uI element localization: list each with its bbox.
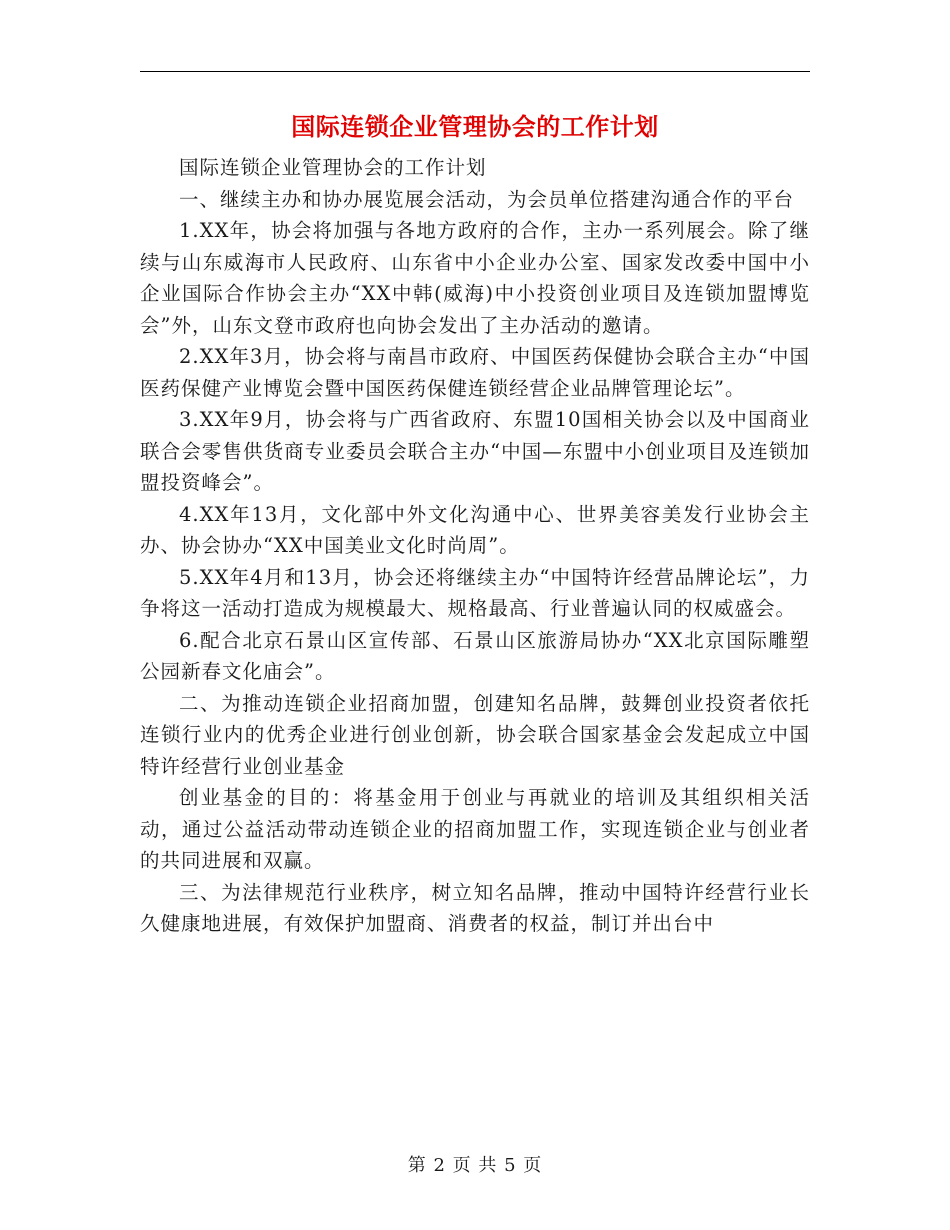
paragraph-item-3: 3.XX年9月，协会将与广西省政府、东盟10国相关协会以及中国商业联合会零售供货商专业委员会联合主办“中国—东盟中小创业项目及连锁加盟投资峰会”。	[140, 408, 810, 494]
paragraph-section-2: 二、为推动连锁企业招商加盟，创建知名品牌，鼓舞创业投资者依托连锁行业内的优秀企业进行创业创新，协会联合国家基金会发起成立中国特许经营行业创业基金	[140, 691, 810, 778]
paragraph-heading: 国际连锁企业管理协会的工作计划	[179, 156, 487, 179]
paragraph-item-2: 2.XX年3月，协会将与南昌市政府、中国医药保健协会联合主办“中国医药保健产业博览会暨中国医药保健连锁经营企业品牌管理论坛”。	[140, 345, 810, 400]
header-rule	[140, 71, 810, 72]
paragraph-section-3: 三、为法律规范行业秩序，树立知名品牌，推动中国特许经营行业长久健康地进展，有效保护加盟商、消费者的权益，制订并出台中	[140, 880, 810, 935]
paragraph-section-1: 一、继续主办和协办展览展会活动，为会员单位搭建沟通合作的平台	[179, 187, 795, 211]
document-body	[140, 152, 810, 940]
paragraph-item-5: 5.XX年4月和13月，协会还将继续主办“中国特许经营品牌论坛”，力争将这一活动打造成为规模最大、规格最高、行业普遍认同的权威盛会。	[140, 565, 810, 620]
paragraph-item-1: 1.XX年，协会将加强与各地方政府的合作，主办一系列展会。除了继续与山东威海市人民政府、山东省中小企业办公室、国家发改委中国中小企业国际合作协会主办“XX中韩(威海)中小投资创业项目及连锁加盟博览会”外，山东文登市政府也向协会发出了主办活动的邀请。	[140, 219, 810, 337]
page-number-footer: 第 2 页 共 5 页	[407, 1155, 543, 1176]
paragraph-fund-purpose: 创业基金的目的：将基金用于创业与再就业的培训及其组织相关活动，通过公益活动带动连锁企业的招商加盟工作，实现连锁企业与创业者的共同进展和双赢。	[140, 786, 810, 872]
paragraph-item-4: 4.XX年13月，文化部中外文化沟通中心、世界美容美发行业协会主办、协会协办“XX中国美业文化时尚周”。	[140, 502, 810, 557]
document-title: 国际连锁企业管理协会的工作计划	[291, 112, 659, 141]
paragraph-item-6: 6.配合北京石景山区宣传部、石景山区旅游局协办“XX北京国际雕塑公园新春文化庙会”。	[140, 628, 810, 683]
